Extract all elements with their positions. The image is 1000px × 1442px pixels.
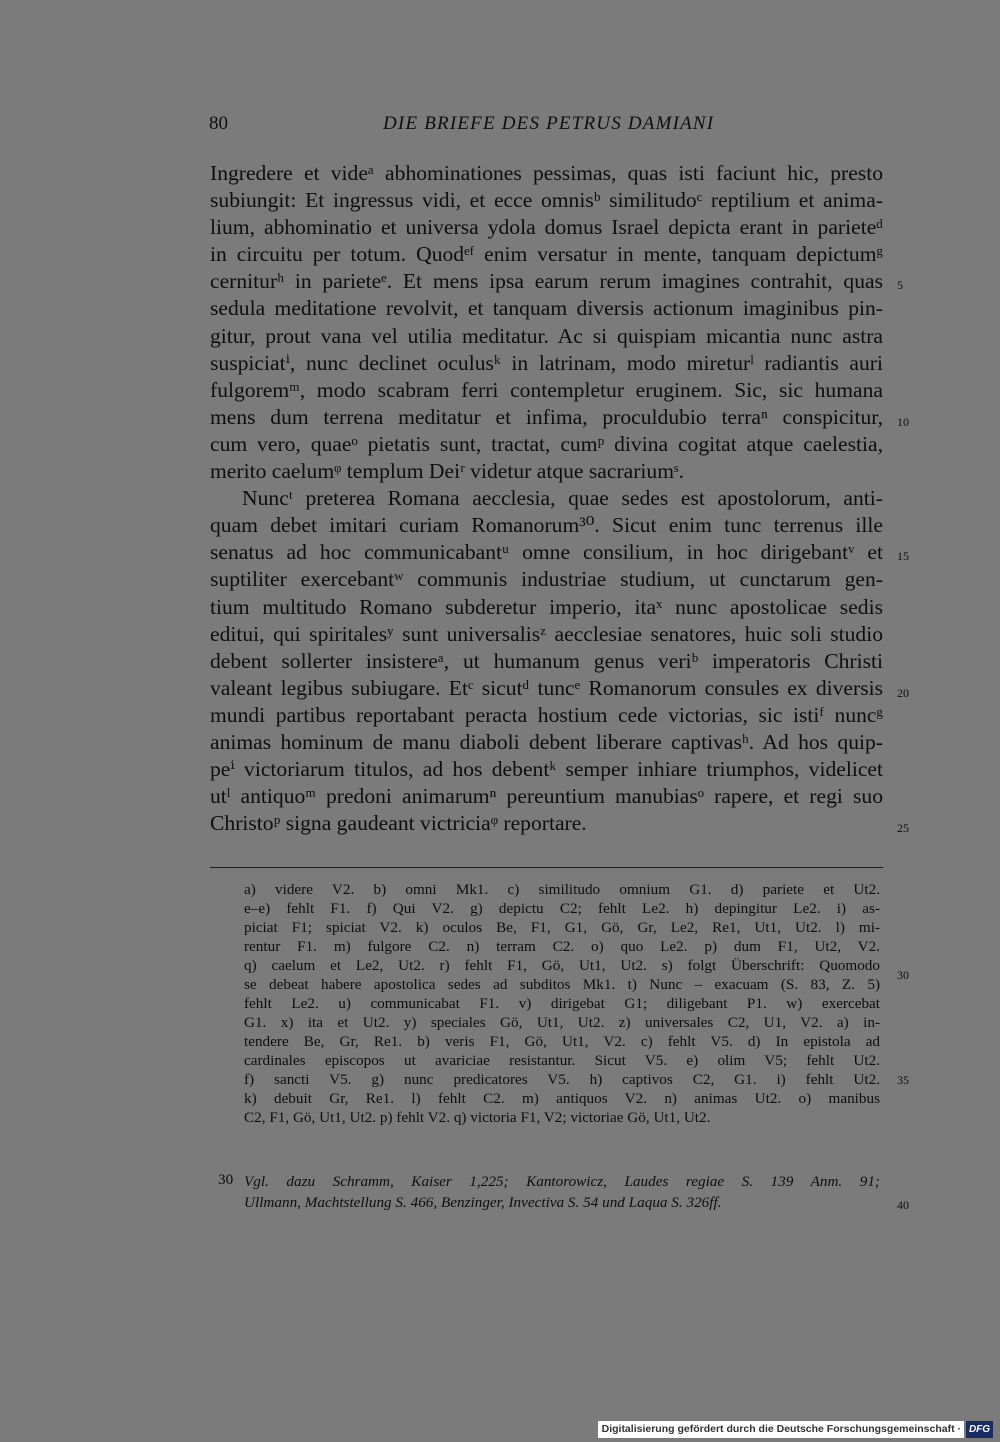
apparatus-line: G1. x) ita et Ut2. y) speciales Gö, Ut1, Ut2. z) universales C2, U1, V2. a) in- (244, 1014, 880, 1031)
text-line: subiungit: Et ingressus vidi, et ecce omnisᵇ similitudoᶜ reptilium et anima- (210, 188, 883, 213)
text-line: fulgoremᵐ, modo scabram ferri contempletur eruginem. Sic, sic humana (210, 377, 883, 402)
apparatus-line: e–e) fehlt F1. f) Qui V2. g) depictu C2; fehlt Le2. h) depingitur Le2. i) as- (244, 900, 880, 917)
line-number: 30 (897, 968, 909, 982)
text-line: mens dum terrena meditatur et infima, proculdubio terraⁿ conspicitur, (210, 404, 883, 429)
apparatus-line: se debeat habere apostolica sedes ad subditos Mk1. t) Nunc – exacuam (S. 83, Z. 5) (244, 976, 880, 993)
running-head: DIE BRIEFE DES PETRUS DAMIANI (383, 113, 715, 134)
line-number: 35 (897, 1073, 909, 1087)
text-line: sedula meditatione revolvit, et tanquam diversis actionum imaginibus pin- (210, 296, 883, 321)
apparatus-line: a) videre V2. b) omni Mk1. c) similitudo omnium G1. d) pariete et Ut2. (244, 881, 880, 898)
text-line: Nuncᵗ preterea Romana aecclesia, quae sedes est apostolorum, anti- (242, 486, 883, 511)
page-number: 80 (209, 113, 228, 134)
dfg-logo: DFG (966, 1421, 993, 1438)
apparatus-line: piciat F1; spiciat V2. k) oculos Be, F1, G1, Gö, Gr, Le2, Re1, Ut1, Ut2. l) mi- (244, 919, 880, 936)
text-line: in circuitu per totum. Quodᵉᶠ enim versatur in mente, tanquam depictumᵍ (210, 242, 883, 267)
text-line: senatus ad hoc communicabantᵘ omne consilium, in hoc dirigebantᵛ et (210, 540, 883, 565)
text-line: gitur, prout vana vel utilia meditatur. Ac si quispiam micantia nunc astra (210, 323, 883, 348)
text-line: utˡ antiquoᵐ predoni animarumⁿ pereuntium manubiasᵒ rapere, et regi suo (210, 784, 883, 809)
apparatus-line: k) debuit Gr, Re1. l) fehlt C2. m) antiquos V2. n) animas Ut2. o) manibus (244, 1090, 880, 1107)
text-line: suptiliter exercebantʷ communis industriae studium, ut cunctarum gen- (210, 567, 883, 592)
footnote-line: Vgl. dazu Schramm, Kaiser 1,225; Kantorowicz, Laudes regiae S. 139 Anm. 91; (244, 1173, 880, 1190)
apparatus-line: C2, F1, Gö, Ut1, Ut2. p) fehlt V2. q) victoria F1, V2; victoriae Gö, Ut1, Ut2. (244, 1109, 711, 1126)
text-line: mundi partibus reportabant peracta hostium cede victorias, sic istiᶠ nuncᵍ (210, 702, 883, 727)
apparatus-line: q) caelum et Le2, Ut2. r) fehlt F1, Gö, Ut1, Ut2. s) folgt Überschrift: Quomodo (244, 957, 880, 974)
footnote-divider (210, 867, 883, 868)
text-line: editui, qui spiritalesʸ sunt universalisᶻ aecclesiae senatores, huic soli studio (210, 621, 883, 646)
text-line: Ingredere et videᵃ abhominationes pessimas, quas isti faciunt hic, presto (210, 161, 883, 185)
main-text (210, 160, 883, 837)
text-line: Christoᵖ signa gaudeant victriciaᵠ reportare. (210, 811, 587, 836)
apparatus-line: fehlt Le2. u) communicabat F1. v) dirigebat G1; diligebant P1. w) exercebat (244, 995, 880, 1012)
text-line: tium multitudo Romano subderetur imperio, itaˣ nunc apostolicae sedis (210, 594, 883, 619)
apparatus-line: rentur F1. m) fulgore C2. n) terram C2. o) quo Le2. p) dum F1, Ut2, V2. (244, 938, 880, 955)
line-number: 10 (897, 415, 909, 429)
footnote-number: 30 (218, 1171, 234, 1188)
text-line: suspiciatⁱ, nunc declinet oculusᵏ in latrinam, modo mireturˡ radiantis auri (210, 350, 883, 375)
text-line: debent sollerter insistereᵃ, ut humanum genus veriᵇ imperatoris Christi (210, 648, 883, 673)
text-line: peⁱ victoriarum titulos, ad hos debentᵏ semper inhiare triumphos, videlicet (210, 757, 883, 782)
text-line: animas hominum de manu diaboli debent liberare captivasʰ. Ad hos quip- (210, 729, 883, 754)
line-number: 20 (897, 686, 909, 700)
digitization-credit: Digitalisierung gefördert durch die Deutsche Forschungsgemeinschaft · (598, 1421, 964, 1438)
text-line: cum vero, quaeᵒ pietatis sunt, tractat, cumᵖ divina cogitat atque caelestia, (210, 431, 883, 456)
footnote-line: Ullmann, Machtstellung S. 466, Benzinger, Invectiva S. 54 und Laqua S. 326ff. (244, 1194, 722, 1211)
line-number: 15 (897, 549, 909, 563)
apparatus-line: cardinales episcopos ut avariciae resistantur. Sicut V5. e) olim V5; fehlt Ut2. (244, 1052, 880, 1069)
apparatus-line: tendere Be, Gr, Re1. b) veris F1, Gö, Ut1, V2. c) fehlt V5. d) In epistola ad (244, 1033, 880, 1050)
footnote (244, 1171, 880, 1213)
apparatus-line: f) sancti V5. g) nunc predicatores V5. h) captivos C2, G1. i) fehlt Ut2. (244, 1071, 880, 1088)
line-number: 5 (897, 278, 903, 292)
text-line: quam debet imitari curiam Romanorum³⁰. Sicut enim tunc terrenus ille (210, 513, 883, 538)
text-line: lium, abhominatio et universa ydola domus Israel depicta erant in parieteᵈ (210, 215, 883, 240)
line-number: 25 (897, 821, 909, 835)
text-line: merito caelumᵠ templum Deiʳ videtur atque sacrariumˢ. (210, 459, 685, 484)
line-number: 40 (897, 1198, 909, 1212)
text-line: valeant legibus subiugare. Etᶜ sicutᵈ tuncᵉ Romanorum consules ex diversis (210, 675, 883, 700)
text-line: cerniturʰ in parieteᵉ. Et mens ipsa earum rerum imagines contrahit, quas (210, 269, 883, 294)
critical-apparatus (244, 880, 880, 1127)
